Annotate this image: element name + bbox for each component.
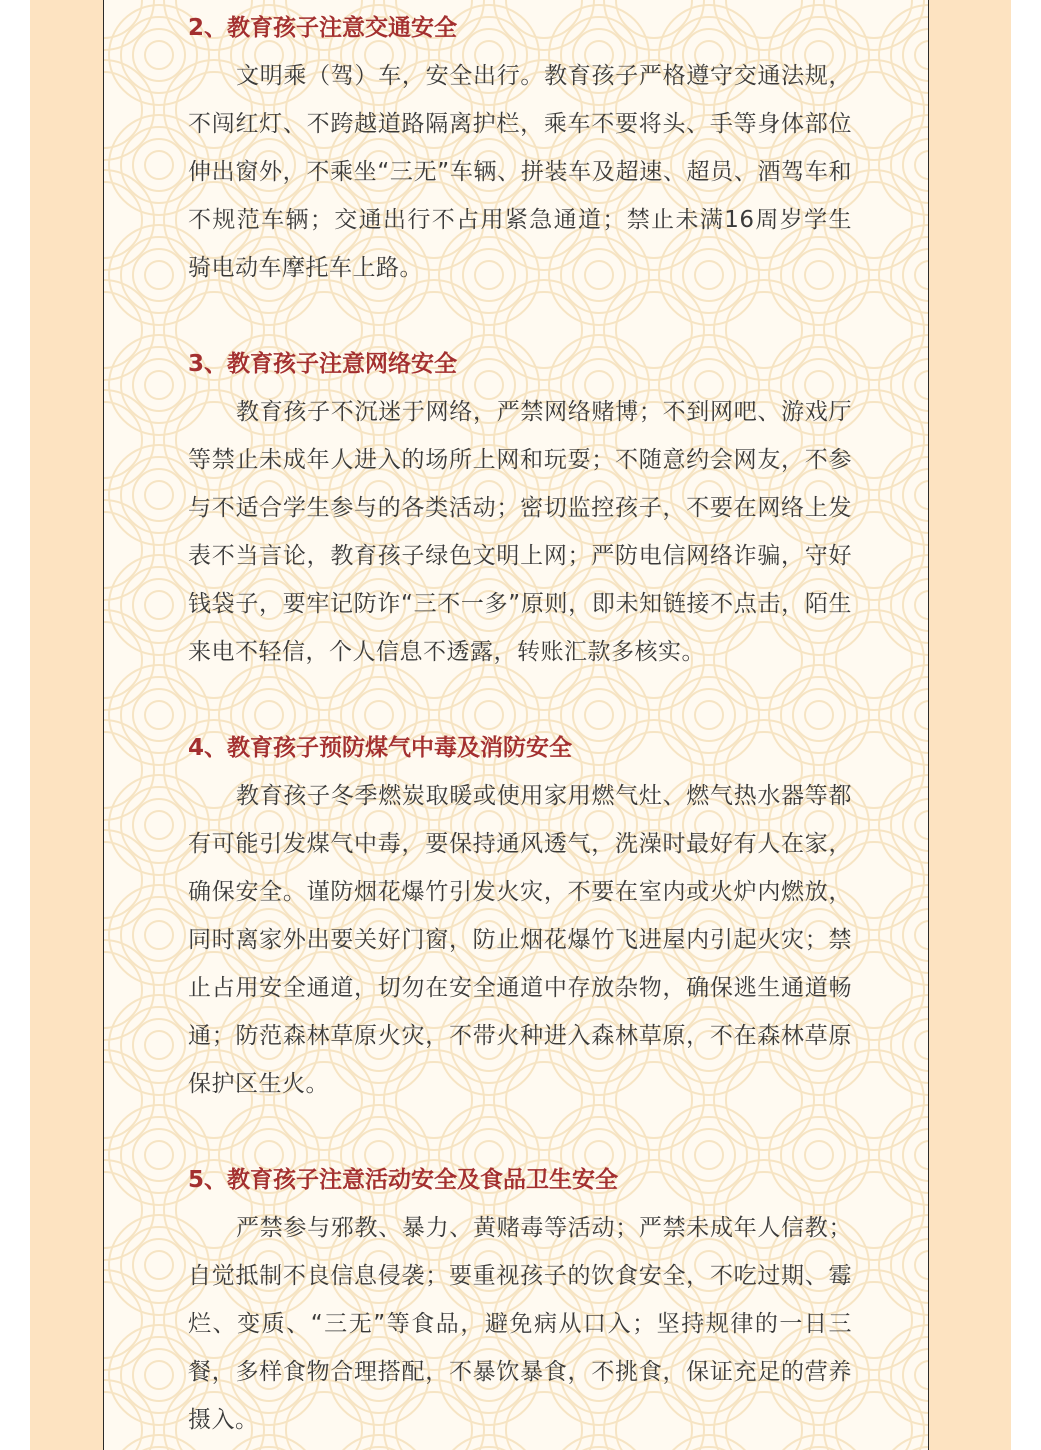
section-heading: 4、教育孩子预防煤气中毒及消防安全 (188, 735, 573, 761)
article-card (103, 0, 929, 1450)
section-traffic-safety (188, 4, 852, 292)
section-paragraph: 文明乘（驾）车，安全出行。教育孩子严格遵守交通法规，不闯红灯、不跨越道路隔离护栏，乘车不要将头、手等身体部位伸出窗外，不乘坐“三无”车辆、拼装车及超速、超员、酒驾车和不规范车辆；交通出行不占用紧急通道；禁止未满16周岁学生骑电动车摩托车上路。 (188, 63, 852, 281)
section-activity-food-safety (188, 1156, 852, 1444)
section-gas-fire-safety (188, 724, 852, 1108)
section-network-safety (188, 340, 852, 676)
section-heading: 3、教育孩子注意网络安全 (188, 351, 458, 377)
section-paragraph: 教育孩子不沉迷于网络，严禁网络赌博；不到网吧、游戏厅等禁止未成年人进入的场所上网和玩耍；不随意约会网友，不参与不适合学生参与的各类活动；密切监控孩子，不要在网络上发表不当言论，教育孩子绿色文明上网；严防电信网络诈骗，守好钱袋子，要牢记防诈“三不一多”原则，即未知链接不点击，陌生来电不轻信，个人信息不透露，转账汇款多核实。 (188, 399, 852, 665)
section-heading: 2、教育孩子注意交通安全 (188, 15, 458, 41)
section-paragraph: 严禁参与邪教、暴力、黄赌毒等活动；严禁未成年人信教；自觉抵制不良信息侵袭；要重视孩子的饮食安全，不吃过期、霉烂、变质、“三无”等食品，避免病从口入；坚持规律的一日三餐，多样食物合理搭配，不暴饮暴食，不挑食，保证充足的营养摄入。 (188, 1215, 852, 1433)
section-heading: 5、教育孩子注意活动安全及食品卫生安全 (188, 1167, 619, 1193)
section-paragraph: 教育孩子冬季燃炭取暖或使用家用燃气灶、燃气热水器等都有可能引发煤气中毒，要保持通风透气，洗澡时最好有人在家，确保安全。谨防烟花爆竹引发火灾，不要在室内或火炉内燃放，同时离家外出要关好门窗，防止烟花爆竹飞进屋内引起火灾；禁止占用安全通道，切勿在安全通道中存放杂物，确保逃生通道畅通；防范森林草原火灾，不带火种进入森林草原，不在森林草原保护区生火。 (188, 783, 852, 1097)
